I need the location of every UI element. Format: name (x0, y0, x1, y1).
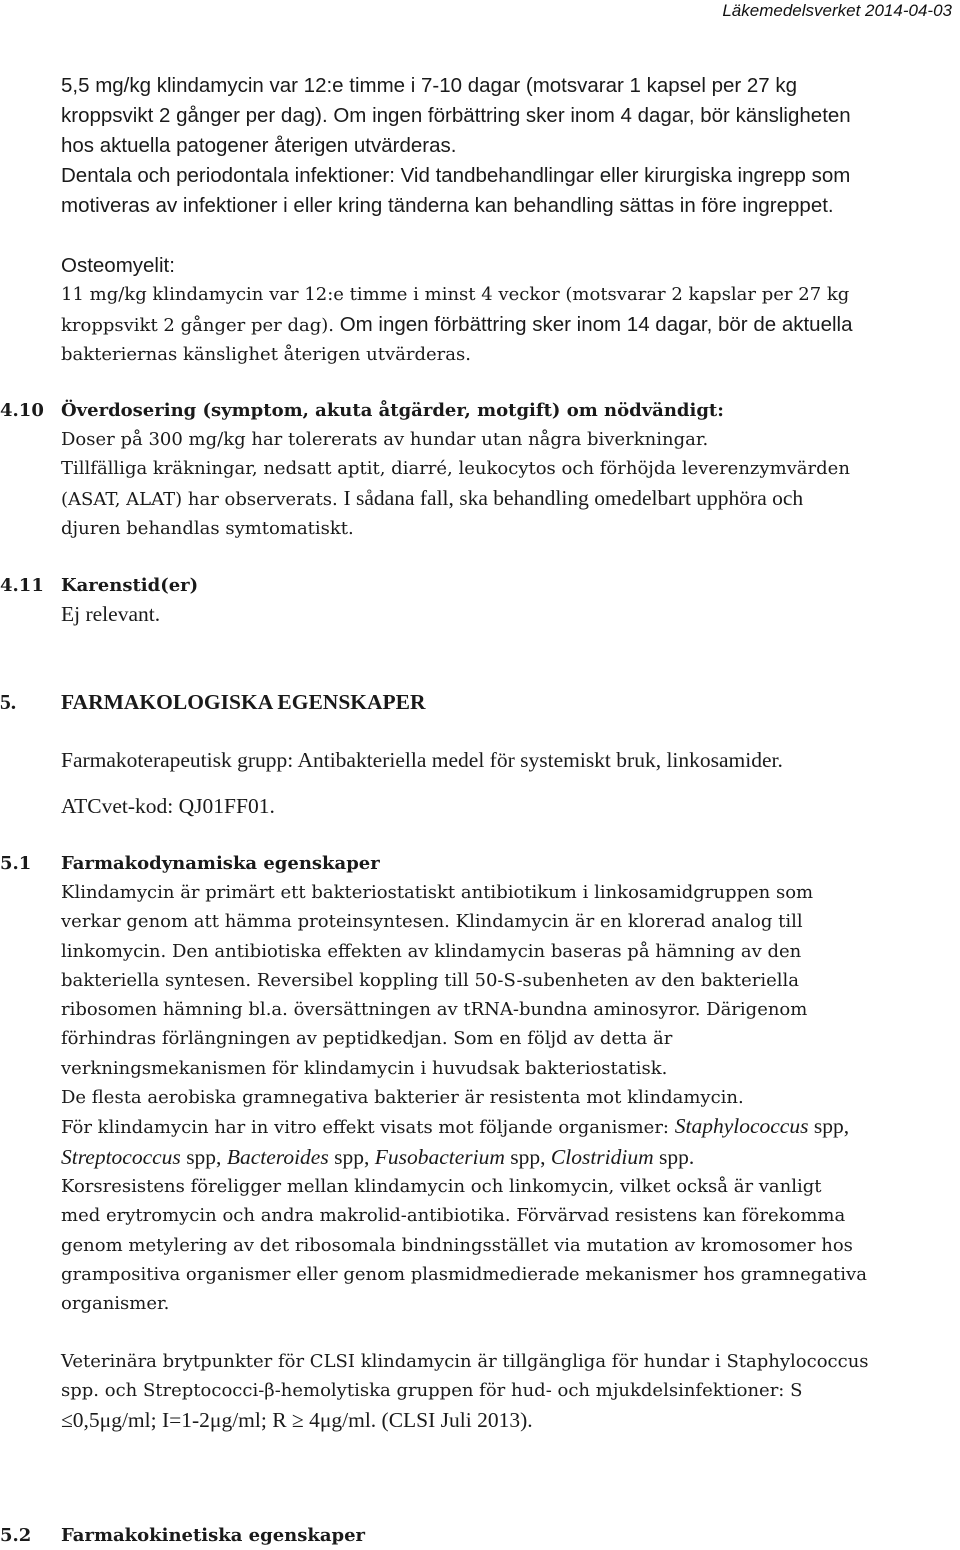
text-line (61, 1112, 867, 1142)
section-number: 5.2 (0, 1525, 32, 1546)
section-5-2 (61, 1521, 365, 1550)
text-line: De flesta aerobiska gramnegativa bakterier är resistenta mot klindamycin. (61, 1087, 744, 1109)
text-segment: (ASAT, ALAT) har observerats. (61, 488, 344, 510)
section-title: Karenstid(er) (61, 575, 199, 596)
text-line (61, 1201, 867, 1230)
section-4-11 (61, 571, 198, 629)
text-line: spp. och Streptococci-β-hemolytiska gruppen för hud- och mjukdelsinfektioner: S (61, 1380, 803, 1402)
text-line (61, 1024, 867, 1053)
section-number: 4.10 (0, 400, 44, 421)
section-number: 4.11 (0, 575, 44, 596)
text-segment: spp, (808, 1114, 850, 1139)
text-segment: Om ingen förbättring sker inom 14 dagar, bör de aktuella (339, 312, 853, 336)
text-segment: För klindamycin har in vitro effekt visats mot följande organismer: (61, 1117, 675, 1139)
text-segment: Därigenom (706, 999, 808, 1021)
text-line: kroppsvikt 2 gånger per dag). Om ingen förbättring sker inom 4 dagar, bör känsligheten (61, 104, 851, 127)
text-line: Dentala och periodontala infektioner: Vid tandbehandlingar eller kirurgiska ingrepp som (61, 164, 851, 187)
text-line: verkningsmekanismen för klindamycin i huvudsak bakteriostatisk. (61, 1057, 668, 1079)
text-line: grampositiva organismer eller genom plasmidmedierade mekanismer hos gramnegativa (61, 1263, 867, 1285)
organism-name: Streptococcus (61, 1144, 181, 1169)
organism-name: Clostridium (550, 1144, 654, 1169)
organism-name: Staphylococcus (674, 1114, 809, 1139)
section-title: Farmakokinetiska egenskaper (61, 1525, 366, 1546)
pharmacotherapeutic-group: Farmakoterapeutisk grupp: Antibakteriella medel för systemiskt bruk, linkosamider. (61, 748, 783, 772)
text-line: motiveras av infektioner i eller kring tänderna kan behandling sättas in före ingreppet. (61, 194, 834, 217)
text-segment: verkar genom att hämma proteinsyntesen. (61, 911, 456, 933)
section-title: FARMAKOLOGISKA EGENSKAPER (61, 690, 426, 714)
text-line: Ej relevant. (61, 602, 161, 626)
section-title: Överdosering (symptom, akuta åtgärder, motgift) om nödvändigt: (61, 400, 724, 421)
text-line: Klindamycin är primärt ett bakteriostatiskt antibiotikum i linkosamidgruppen som (61, 882, 814, 903)
section-number: 5.1 (0, 853, 32, 874)
text-segment: spp, (328, 1144, 375, 1169)
text-segment: Den antibiotiska effekten av klindamycin baseras på hämning av den (171, 940, 802, 962)
text-line: 11 mg/kg klindamycin var 12:e timme i minst 4 veckor (motsvarar 2 kapslar per 27 kg (61, 284, 850, 306)
atcvet-code: ATCvet-kod: QJ01FF01. (61, 794, 275, 818)
text-segment: spp, (180, 1144, 227, 1169)
text-segment: linkomycin. (61, 940, 172, 962)
text-line: Veterinära brytpunkter för CLSI klindamycin är tillgängliga för hundar i Staphylococcus (61, 1351, 869, 1372)
text-segment: Klindamycin är en klorerad analog till (455, 911, 803, 933)
section-5-1 (61, 849, 867, 1318)
text-segment: Som en följd av detta är (453, 1028, 673, 1050)
organism-name: Fusobacterium (374, 1144, 505, 1169)
organism-name: Bacteroides (226, 1144, 329, 1169)
dosage-paragraph (61, 71, 851, 221)
text-line (61, 937, 867, 966)
text-line: organismer. (61, 1293, 170, 1315)
osteomyelit-paragraph (61, 251, 852, 369)
text-segment: kroppsvikt 2 gånger per dag). (61, 314, 340, 336)
text-line (61, 310, 852, 340)
section-title: Farmakodynamiska egenskaper (61, 853, 380, 874)
text-line: ≤0,5μg/ml; I=1-2μg/ml; R ≥ 4μg/ml. (CLSI Juli 2013). (61, 1407, 533, 1432)
text-line: Korsresistens föreligger mellan klindamycin och linkomycin, vilket också är vanligt (61, 1175, 822, 1197)
section-5 (61, 688, 426, 717)
section-4-10 (61, 396, 850, 543)
text-line: Tillfälliga kräkningar, nedsatt aptit, diarré, leukocytos och förhöjda leverenzymvärden (61, 458, 850, 480)
text-segment: spp, (504, 1144, 551, 1169)
text-line (61, 484, 850, 514)
text-segment: Reversibel koppling till 50-S-subenheten av den bakteriella (256, 969, 800, 991)
text-segment: förhindras förlängningen av peptidkedjan. (61, 1028, 454, 1050)
text-segment: Förvärvad resistens kan förekomma (516, 1205, 846, 1227)
text-line: hos aktuella patogener återigen utvärderas. (61, 134, 457, 157)
section-number: 5. (0, 690, 17, 714)
breakpoints-paragraph (61, 1347, 869, 1435)
text-line: djuren behandlas symtomatiskt. (61, 517, 354, 539)
text-line: Doser på 300 mg/kg har tolererats av hundar utan några biverkningar. (61, 429, 709, 450)
text-line (61, 907, 867, 936)
text-line: genom metylering av det ribosomala bindningsstället via mutation av kromosomer hos (61, 1234, 853, 1256)
text-segment: I sådana fall, ska behandling omedelbart upphöra och (343, 485, 804, 510)
text-line: 5,5 mg/kg klindamycin var 12:e timme i 7-10 dagar (motsvarar 1 kapsel per 27 kg (61, 74, 798, 97)
text-line: bakteriernas känslighet återigen utvärderas. (61, 343, 471, 365)
text-line (61, 1143, 867, 1172)
text-line (61, 966, 867, 995)
text-segment: ribosomen hämning bl.a. översättningen av tRNA-bundna aminosyror. (61, 999, 707, 1021)
text-line (61, 995, 867, 1024)
osteomyelit-label: Osteomyelit: (61, 254, 175, 277)
text-segment: med erytromycin och andra makrolid-antibiotika. (61, 1205, 517, 1227)
document-header: Läkemedelsverket 2014-04-03 (722, 1, 952, 20)
text-segment: bakteriella syntesen. (61, 969, 257, 991)
text-segment: spp. (653, 1144, 695, 1169)
